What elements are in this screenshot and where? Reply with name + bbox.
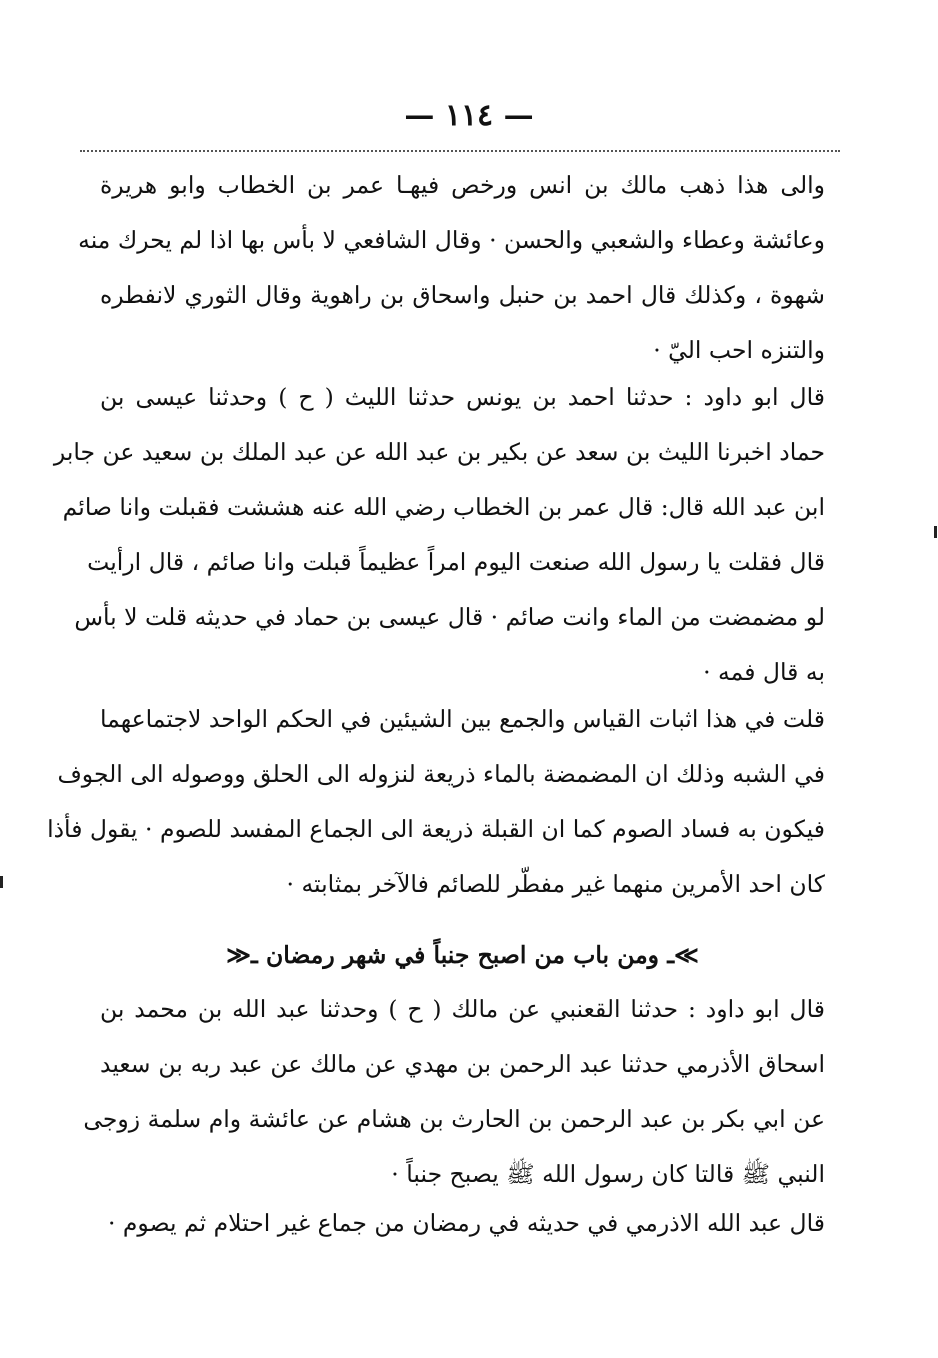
text-line: والتنزه احب اليّ · — [653, 336, 825, 364]
text-line: قال ابو داود : حدثنا القعنبي عن مالك ( ح ) وحدثنا عبد الله بن محمد بن — [100, 995, 825, 1023]
text-line: قال عبد الله الاذرمي في حديثه في رمضان من جماع غير احتلام ثم يصوم · — [107, 1209, 825, 1237]
text-line: وعائشة وعطاء والشعبي والحسن · وقال الشافعي لا بأس بها اذا لم يحرك منه — [78, 226, 825, 254]
text-line: فيكون به فساد الصوم كما ان القبلة ذريعة الى الجماع المفسد للصوم · يقول فأذا — [47, 815, 825, 843]
text-line: عن ابي بكر بن عبد الرحمن بن الحارث بن هشام عن عائشة وام سلمة زوجى — [83, 1105, 825, 1133]
chapter-heading-text: ومن باب من اصبح جنباً في شهر رمضان — [265, 941, 660, 969]
text-line: لو مضمضت من الماء وانت صائم · قال عيسى بن حماد في حديثه قلت لا بأس — [74, 603, 825, 631]
paragraph-2 — [53, 370, 825, 700]
text-line: في الشبه وذلك ان المضمضة بالماء ذريعة لنزوله الى الحلق ووصوله الى الجوف — [57, 760, 825, 788]
text-line: ابن عبد الله قال: قال عمر بن الخطاب رضي الله عنه هششت فقبلت وانا صائم — [62, 493, 825, 521]
text-line: النبي ﷺ قالتا كان رسول الله ﷺ يصبح جنباً · — [391, 1160, 825, 1188]
text-line: قلت في هذا اثبات القياس والجمع بين الشيئين في الحكم الواحد لاجتماعهما — [100, 705, 825, 733]
paragraph-3 — [47, 692, 825, 912]
paragraph-5 — [100, 1196, 825, 1251]
text-line: شهوة ، وكذلك قال احمد بن حنبل واسحاق بن راهوية وقال الثوري لانفطره — [100, 281, 825, 309]
scan-edge-mark — [0, 876, 3, 888]
heading-ornament-left: ـ≪ — [226, 941, 258, 969]
scan-edge-mark — [934, 526, 937, 538]
page-number: — ١١٤ — — [404, 98, 534, 133]
text-line: قال فقلت يا رسول الله صنعت اليوم امراً عظيماً قبلت وانا صائم ، قال ارأيت — [87, 548, 825, 576]
paragraph-1 — [78, 158, 825, 378]
text-line: والى هذا ذهب مالك بن انس ورخص فيهـا عمر بن الخطاب وابو هريرة — [100, 171, 825, 199]
text-line: كان احد الأمرين منهما غير مفطّر للصائم فالآخر بمثابته · — [286, 870, 825, 898]
header-rule — [80, 150, 840, 152]
paragraph-4 — [83, 982, 825, 1202]
heading-ornament-right: ≫ـ — [667, 941, 699, 969]
text-line: حماد اخبرنا الليث بن سعد عن بكير بن عبد الله عن عبد الملك بن سعيد عن جابر — [53, 438, 825, 466]
text-line: قال ابو داود : حدثنا احمد بن يونس حدثنا الليث ( ح ) وحدثنا عيسى بن — [100, 383, 825, 411]
text-line: اسحاق الأذرمي حدثنا عبد الرحمن بن مهدي عن مالك عن عبد ربه بن سعيد — [100, 1050, 825, 1078]
text-line: به قال فمه · — [703, 658, 825, 686]
chapter-heading — [100, 928, 825, 983]
